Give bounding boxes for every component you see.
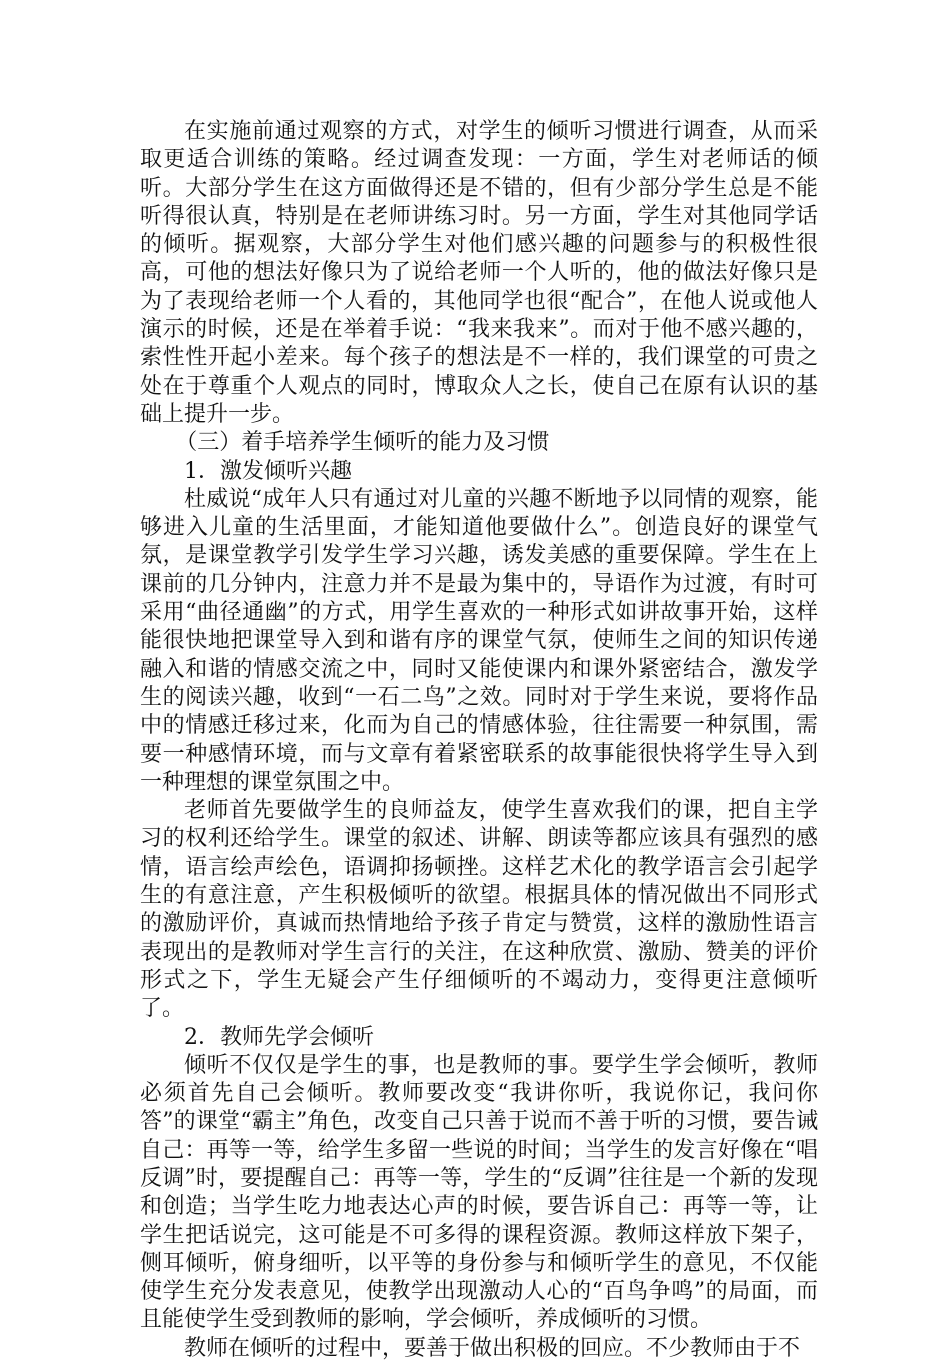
paragraph-dewey: 杜威说“成年人只有通过对儿童的兴趣不断地予以同情的观察，能够进入儿童的生活里面，才能知道他要做什么”。创造良好的课堂气氛，是课堂教学引发学生学习兴趣，诱发美感的重要保障。学生在上课前的几分钟内，注意力并不是最为集中的，导语作为过渡，有时可采用“曲径通幽”的方式，用学生喜欢的一种形式如讲故事开始，这样能很快地把课堂导入到和谐有序的课堂气氛，使师生之间的知识传递融入和谐的情感交流之中，同时又能使课内和课外紧密结合，激发学生的阅读兴趣，收到“一石二鸟”之效。同时对于学生来说，要将作品中的情感迁移过来，化而为自己的情感体验，往往需要一种氛围，需要一种感情环境，而与文章有着紧密联系的故事能很快将学生导入到一种理想的课堂氛围之中。	[140, 486, 818, 795]
paragraph-teacher-listen: 倾听不仅仅是学生的事，也是教师的事。要学生学会倾听，教师必须首先自己会倾听。教师要改变“我讲你听，我说你记，我问你答”的课堂“霸主”角色，改变自己只善于说而不善于听的习惯，要告诫自己：再等一等，给学生多留一些说的时间；当学生的发言好像在“唱反调”时，要提醒自己：再等一等，学生的“反调”往往是一个新的发现和创造；当学生吃力地表达心声的时候，要告诉自己：再等一等，让学生把话说完，这可能是不可多得的课程资源。教师这样放下架子，侧耳倾听，俯身细听，以平等的身份参与和倾听学生的意见，不仅能使学生充分发表意见，使教学出现激动人心的“百鸟争鸣”的局面，而且能使学生受到教师的影响，学会倾听，养成倾听的习惯。	[140, 1052, 818, 1333]
section-heading-3: （三）着手培养学生倾听的能力及习惯	[175, 430, 550, 456]
subheading-1: 1．激发倾听兴趣	[184, 458, 352, 484]
subheading-2: 2．教师先学会倾听	[184, 1024, 374, 1050]
paragraph-survey: 在实施前通过观察的方式，对学生的倾听习惯进行调查，从而采取更适合训练的策略。经过调查发现：一方面，学生对老师话的倾听。大部分学生在这方面做得还是不错的，但有少部分学生总是不能听得很认真，特别是在老师讲练习时。另一方面，学生对其他同学话的倾听。据观察，大部分学生对他们感兴趣的问题参与的积极性很高，可他的想法好像只为了说给老师一个人听的，他的做法好像只是为了表现给老师一个人看的，其他同学也很“配合”，在他人说或他人演示的时候，还是在举着手说：“我来我来”。而对于他不感兴趣的，索性性开起小差来。每个孩子的想法是不一样的，我们课堂的可贵之处在于尊重个人观点的同时，博取众人之长，使自己在原有认识的基础上提升一步。	[140, 119, 818, 427]
paragraph-teacher-response: 教师在倾听的过程中，要善于做出积极的回应。不少教师由于不	[184, 1335, 801, 1361]
document-page	[140, 118, 818, 1363]
paragraph-teacher-friend: 老师首先要做学生的良师益友，使学生喜欢我们的课，把自主学习的权利还给学生。课堂的叙述、讲解、朗读等都应该具有强烈的感情，语言绘声绘色，语调抑扬顿挫。这样艺术化的教学语言会引起学生的有意注意，产生积极倾听的欲望。根据具体的情况做出不同形式的激励评价，真诚而热情地给予孩子肯定与赞赏，这样的激励性语言表现出的是教师对学生言行的关注，在这种欣赏、激励、赞美的评价形式之下，学生无疑会产生仔细倾听的不竭动力，变得更注意倾听了。	[140, 798, 818, 1022]
